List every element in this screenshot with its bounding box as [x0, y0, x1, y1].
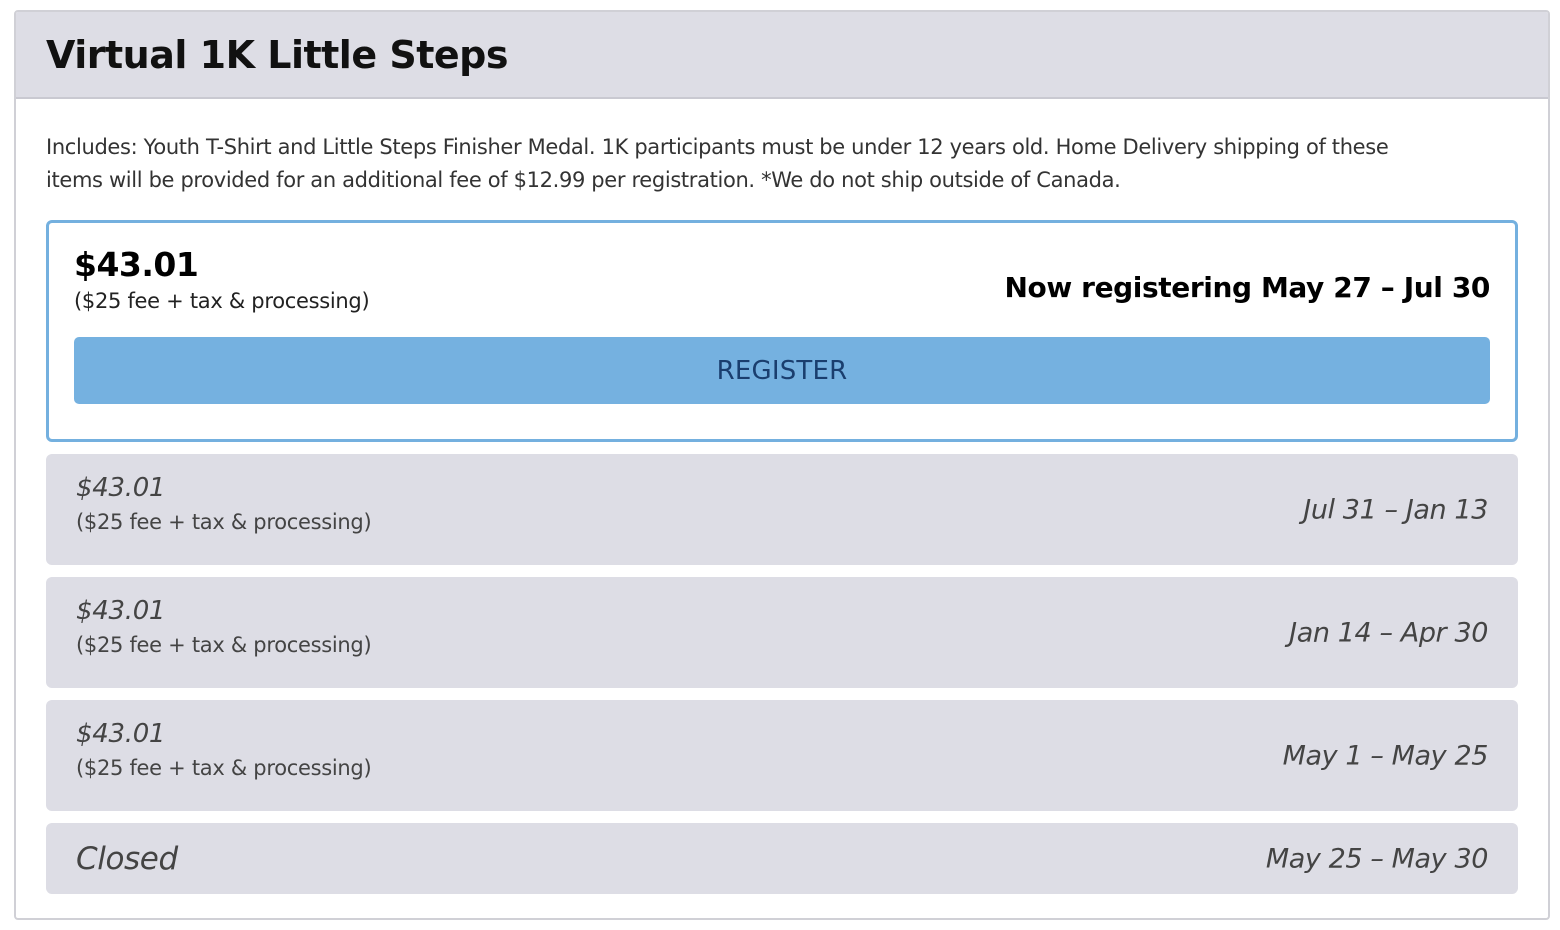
tier-price: $43.01	[74, 245, 199, 284]
tier-dates: May 25 – May 30	[1265, 843, 1488, 874]
tier-price: $43.01	[76, 473, 166, 503]
tier-status: Closed	[76, 840, 178, 877]
card-body	[16, 99, 1548, 894]
pricing-tier-active	[46, 220, 1518, 442]
event-description	[46, 131, 1518, 197]
tier-price: $43.01	[76, 719, 166, 749]
tier-dates: May 1 – May 25	[1282, 740, 1488, 771]
tier-fee-note: ($25 fee + tax & processing)	[76, 756, 372, 780]
pricing-tier-upcoming	[46, 700, 1518, 811]
tier-fee-note: ($25 fee + tax & processing)	[76, 633, 372, 657]
card-header	[16, 12, 1548, 99]
pricing-tier-upcoming	[46, 454, 1518, 565]
tier-price: $43.01	[76, 596, 166, 626]
tier-fee-note: ($25 fee + tax & processing)	[76, 510, 372, 534]
event-title: Virtual 1K Little Steps	[46, 32, 508, 77]
tier-dates: Jan 14 – Apr 30	[1289, 617, 1488, 648]
description-line: Includes: Youth T-Shirt and Little Steps Finisher Medal. 1K participants must be under 12 years old. Home Delivery shipping of these	[46, 135, 1389, 159]
description-line: items will be provided for an additional fee of $12.99 per registration. *We do not ship outside of Canada.	[46, 168, 1121, 192]
pricing-tier-closed	[46, 823, 1518, 894]
tier-fee-note: ($25 fee + tax & processing)	[74, 289, 370, 313]
tier-dates: Jul 31 – Jan 13	[1303, 494, 1488, 525]
registration-card	[14, 10, 1550, 920]
register-button[interactable]: REGISTER	[74, 337, 1490, 404]
pricing-tier-upcoming	[46, 577, 1518, 688]
tier-dates: Now registering May 27 – Jul 30	[1004, 271, 1490, 304]
